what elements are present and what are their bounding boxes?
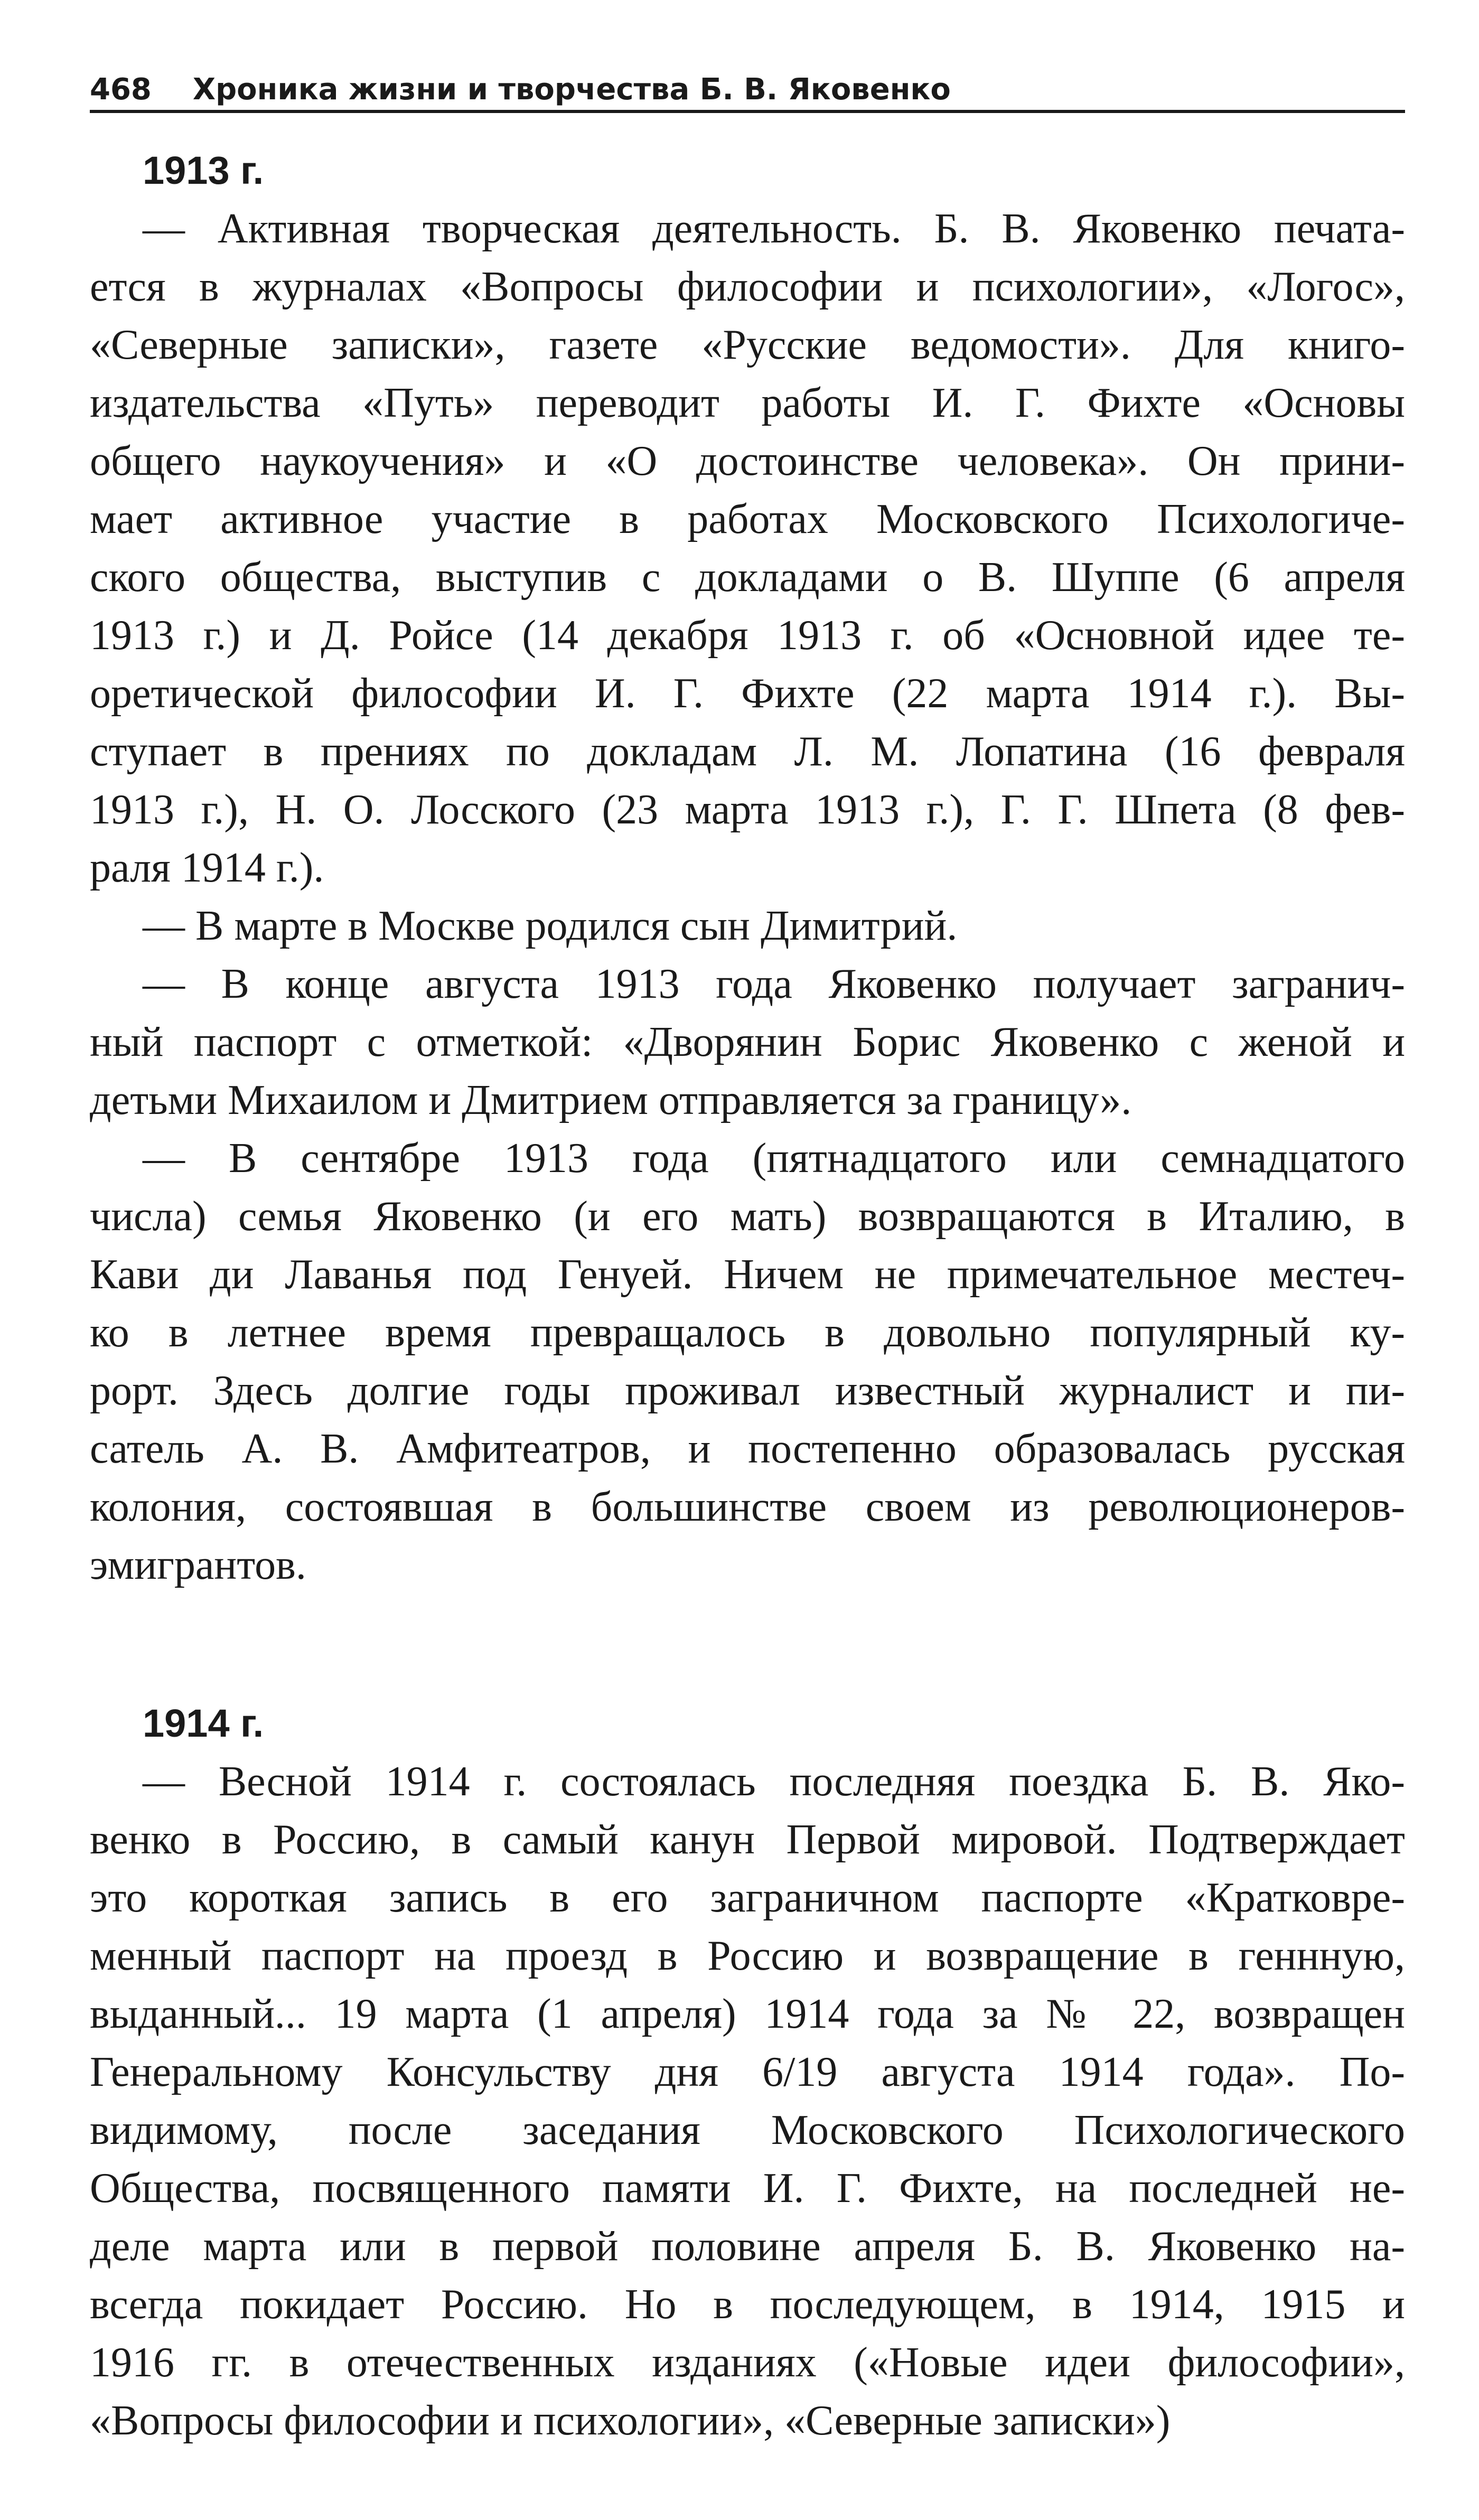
text-line: раля 1914 г.). (90, 845, 324, 891)
text-line: 1916 гг. в отечественных изданиях («Новые идеи философии», (90, 2339, 1405, 2386)
text-line: Генеральному Консульству дня 6/19 августа 1914 года». По- (90, 2049, 1405, 2095)
text-line: ется в журналах «Вопросы философии и психологии», «Логос», (90, 264, 1405, 310)
paragraph (90, 1753, 1405, 2450)
text-line: эмигрантов. (90, 1542, 306, 1588)
paragraph (90, 1129, 1405, 1594)
page-number: 468 (90, 72, 152, 107)
paragraph (90, 200, 1405, 897)
year-heading: 1913 г. (143, 148, 264, 192)
text-line: Общества, посвященного памяти И. Г. Фихте, на последней не- (90, 2165, 1405, 2212)
text-line: Кави ди Лаванья под Генуей. Ничем не примечательное местеч- (90, 1251, 1405, 1298)
running-header (90, 69, 1405, 111)
text-line: «Северные записки», газете «Русские ведомости». Для книго- (90, 322, 1405, 368)
running-title: Хроника жизни и творчества Б. В. Яковенко (192, 72, 951, 107)
text-line: ступает в прениях по докладам Л. М. Лопатина (16 февраля (90, 728, 1405, 775)
text-line: сатель А. В. Амфитеатров, и постепенно образовалась русская (90, 1426, 1405, 1472)
text-line: «Вопросы философии и психологии», «Северные записки») (90, 2397, 1171, 2444)
text-line: ный паспорт с отметкой: «Дворянин Борис Яковенко с женой и (90, 1019, 1405, 1065)
text-line: выданный... 19 марта (1 апреля) 1914 года за № 22, возвращен (90, 1991, 1405, 2037)
text-line: менный паспорт на проезд в Россию и возвращение в геннную, (90, 1933, 1405, 1979)
text-line: венко в Россию, в самый канун Первой мировой. Подтверждает (90, 1816, 1405, 1863)
text-line: мает активное участие в работах Московского Психологиче- (90, 496, 1405, 542)
text-line: детьми Михаилом и Дмитрием отправляется за границу». (90, 1077, 1132, 1123)
paragraph (90, 897, 1405, 955)
page-body (90, 142, 1405, 2450)
text-line: — Весной 1914 г. состоялась последняя поездка Б. В. Яко- (143, 1758, 1405, 1805)
text-line: всегда покидает Россию. Но в последующем, в 1914, 1915 и (90, 2281, 1405, 2328)
text-line: — В конце августа 1913 года Яковенко получает загранич- (143, 961, 1405, 1007)
year-heading: 1914 г. (143, 1701, 264, 1745)
text-line: ко в летнее время превращалось в довольно популярный ку- (90, 1309, 1405, 1356)
text-line: издательства «Путь» переводит работы И. Г. Фихте «Основы (90, 380, 1405, 426)
text-line: деле марта или в первой половине апреля Б. В. Яковенко на- (90, 2223, 1405, 2270)
text-line: 1913 г.), Н. О. Лосского (23 марта 1913 г.), Г. Г. Шпета (8 фев- (90, 786, 1405, 833)
text-line: — В сентябре 1913 года (пятнадцатого или семнадцатого (143, 1135, 1405, 1182)
header-rule (90, 110, 1405, 113)
text-line: оретической философии И. Г. Фихте (22 марта 1914 г.). Вы- (90, 670, 1405, 717)
paragraph (90, 955, 1405, 1129)
text-line: это короткая запись в его заграничном паспорте «Кратковре- (90, 1875, 1405, 1921)
text-line: колония, состоявшая в большинстве своем из революционеров- (90, 1484, 1405, 1530)
text-line: 1913 г.) и Д. Ройсе (14 декабря 1913 г. об «Основной идее те- (90, 612, 1405, 659)
text-line: общего наукоучения» и «О достоинстве человека». Он прини- (90, 438, 1405, 484)
text-line: числа) семья Яковенко (и его мать) возвращаются в Италию, в (90, 1193, 1405, 1240)
text-line: ского общества, выступив с докладами о В. Шуппе (6 апреля (90, 554, 1405, 601)
text-line: видимому, после заседания Московского Психологического (90, 2107, 1405, 2153)
text-line: — Активная творческая деятельность. Б. В. Яковенко печата- (143, 205, 1405, 252)
text-line: рорт. Здесь долгие годы проживал известный журналист и пи- (90, 1367, 1405, 1414)
text-line: — В марте в Москве родился сын Димитрий. (143, 903, 958, 949)
